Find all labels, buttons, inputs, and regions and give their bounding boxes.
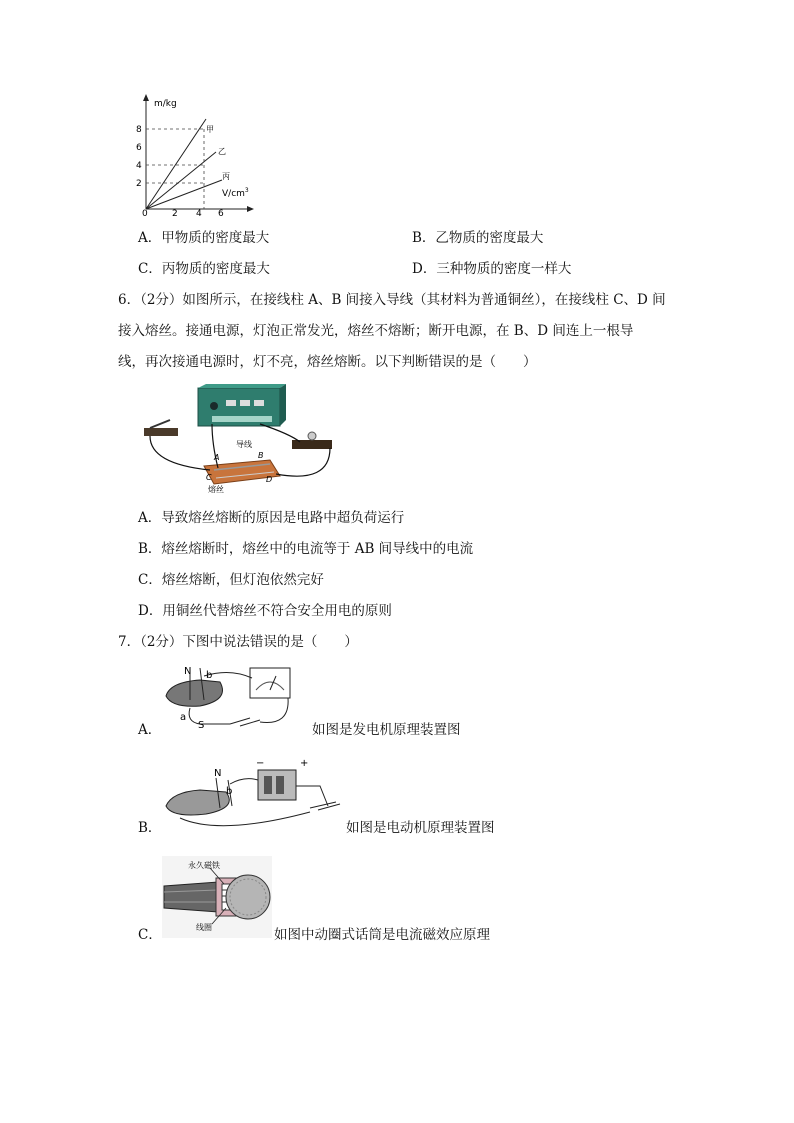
y-tick: 4 [136, 161, 142, 171]
fig-a-label-b: b [206, 670, 213, 681]
line-jia [146, 119, 206, 209]
y-tick: 6 [136, 143, 142, 153]
fig-b-label-b: b [226, 786, 233, 797]
density-graph [130, 92, 260, 217]
fig-b-label-plus: + [300, 758, 309, 769]
q7-option-c-letter: C． [138, 927, 162, 943]
label-a: A [214, 453, 220, 462]
fig-a-label-s: S [198, 720, 205, 731]
x-tick: 0 [142, 209, 148, 217]
line-label: 甲 [206, 125, 214, 134]
line-label: 丙 [222, 172, 230, 181]
q6-option-a: A．导致熔丝熔断的原因是电路中超负荷运行 [138, 510, 405, 526]
q5-option-c: C．丙物质的密度最大 [138, 261, 270, 277]
q7-option-c-text: 如图中动圈式话筒是电流磁效应原理 [274, 927, 490, 943]
label-fuse: 熔丝 [208, 485, 224, 494]
q6-option-b: B．熔丝熔断时，熔丝中的电流等于 AB 间导线中的电流 [138, 541, 474, 557]
q5-option-d: D．三种物质的密度一样大 [412, 261, 572, 277]
q6-stem-line: 接入熔丝。接通电源，灯泡正常发光，熔丝不熔断；断开电源，在 B、D 间连上一根导 [118, 323, 634, 339]
label-b: B [258, 451, 264, 460]
x-tick: 2 [172, 209, 178, 217]
fig-c-label-magnet: 永久磁铁 [188, 861, 220, 870]
fig-c-label-coil: 线圈 [196, 923, 212, 932]
label-c: C [206, 473, 212, 482]
label-wire: 导线 [236, 440, 252, 449]
line-bing [146, 180, 222, 209]
fig-a-label-a: a [180, 712, 187, 723]
q6-option-c: C．熔丝熔断，但灯泡依然完好 [138, 572, 324, 588]
q6-stem-line: 线，再次接通电源时，灯不亮，熔丝熔断。以下判断错误的是（ ） [118, 354, 537, 370]
fig-b-label-minus: − [256, 758, 265, 769]
x-axis-label: $V/cm^3$ [222, 187, 249, 199]
q6-option-d: D．用铜丝代替熔丝不符合安全用电的原则 [138, 603, 392, 619]
q7-option-b-letter: B． [138, 820, 162, 836]
label-d: D [266, 475, 273, 484]
generator-figure [160, 660, 300, 738]
q5-option-b: B．乙物质的密度最大 [412, 230, 544, 246]
x-tick: 6 [218, 209, 224, 217]
q6-stem-line: 6．（2分）如图所示，在接线柱 A、B 间接入导线（其材料为普通铜丝），在接线柱 C、D 间 [118, 292, 666, 308]
line-yi [146, 152, 216, 209]
x-tick: 4 [196, 209, 202, 217]
q7-option-b-text: 如图是电动机原理装置图 [346, 820, 495, 836]
q5-option-a: A．甲物质的密度最大 [138, 230, 270, 246]
y-tick: 2 [136, 179, 142, 189]
y-axis-label: m/kg [154, 99, 177, 109]
y-tick: 8 [136, 125, 142, 135]
motor-figure [160, 756, 346, 838]
q7-stem: 7．（2分）下图中说法错误的是（ ） [118, 634, 358, 650]
line-label: 乙 [218, 147, 226, 156]
q7-option-a-text: 如图是发电机原理装置图 [312, 722, 461, 738]
fig-b-label-n: N [214, 768, 222, 779]
q7-option-a-letter: A． [138, 722, 162, 738]
fuse-circuit-figure [140, 384, 350, 496]
fig-a-label-n: N [184, 666, 192, 677]
microphone-figure [160, 854, 274, 940]
